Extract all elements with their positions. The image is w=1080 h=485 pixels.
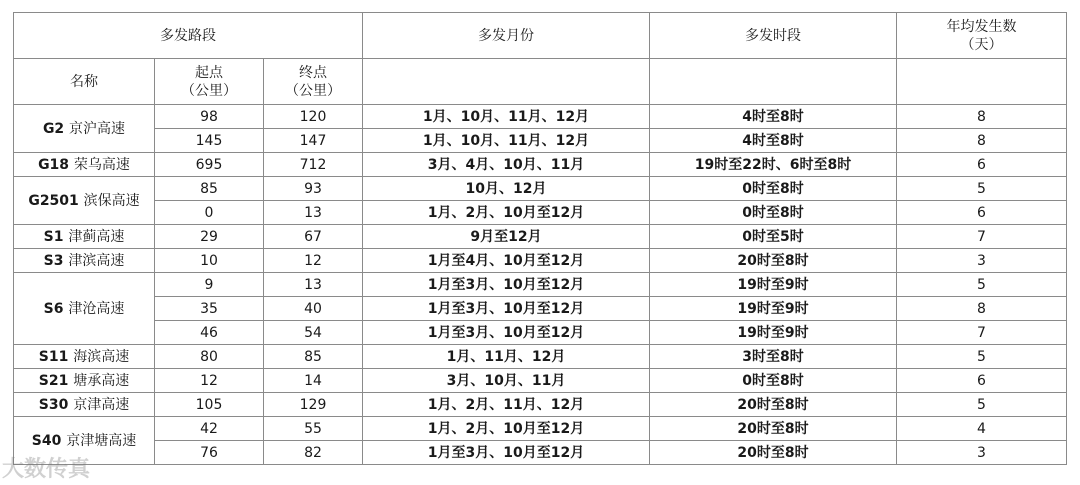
time-cell: 0时至8时 [650, 201, 897, 225]
start-km-cell: 42 [155, 417, 264, 441]
road-name: 荣乌高速 [73, 156, 130, 173]
start-km-cell: 76 [155, 441, 264, 465]
month-cell: 9月至12月 [363, 225, 650, 249]
days-cell: 6 [897, 201, 1067, 225]
days-cell: 5 [897, 273, 1067, 297]
end-km-cell: 147 [264, 129, 363, 153]
start-km-cell: 35 [155, 297, 264, 321]
header-start [155, 59, 264, 105]
road-name-cell [14, 225, 155, 249]
road-name-cell [14, 393, 155, 417]
table-row [14, 369, 1067, 393]
start-km-cell: 46 [155, 321, 264, 345]
time-cell: 19时至9时 [650, 321, 897, 345]
time-cell: 0时至8时 [650, 177, 897, 201]
time-cell: 0时至8时 [650, 369, 897, 393]
month-cell: 1月至3月、10月至12月 [363, 321, 650, 345]
time-cell: 4时至8时 [650, 105, 897, 129]
start-km-cell: 145 [155, 129, 264, 153]
road-name-cell [14, 369, 155, 393]
end-km-cell: 55 [264, 417, 363, 441]
road-name: 塘承高速 [73, 372, 130, 389]
table-row [14, 201, 1067, 225]
header-end-line2: （公里） [285, 82, 341, 99]
days-cell: 6 [897, 153, 1067, 177]
time-cell: 20时至8时 [650, 249, 897, 273]
days-cell: 5 [897, 345, 1067, 369]
start-km-cell: 10 [155, 249, 264, 273]
table-row [14, 153, 1067, 177]
start-km-cell: 12 [155, 369, 264, 393]
road-name-cell [14, 249, 155, 273]
month-cell: 3月、10月、11月 [363, 369, 650, 393]
month-cell: 1月至3月、10月至12月 [363, 441, 650, 465]
table-row [14, 129, 1067, 153]
road-name: 津滨高速 [68, 252, 125, 269]
time-cell: 20时至8时 [650, 441, 897, 465]
road-code: S30 [38, 396, 69, 413]
table-row [14, 345, 1067, 369]
road-code: G18 [38, 156, 70, 173]
month-cell: 1月至3月、10月至12月 [363, 273, 650, 297]
road-name: 津蓟高速 [68, 228, 125, 245]
road-name-cell [14, 105, 155, 153]
end-km-cell: 129 [264, 393, 363, 417]
month-cell: 1月、10月、11月、12月 [363, 129, 650, 153]
end-km-cell: 120 [264, 105, 363, 129]
days-cell: 5 [897, 177, 1067, 201]
road-name: 滨保高速 [83, 192, 140, 209]
table-row [14, 177, 1067, 201]
header-end [264, 59, 363, 105]
end-km-cell: 85 [264, 345, 363, 369]
header-month-blank [363, 59, 650, 105]
end-km-cell: 40 [264, 297, 363, 321]
header-name: 名称 [14, 59, 155, 105]
month-cell: 10月、12月 [363, 177, 650, 201]
start-km-cell: 80 [155, 345, 264, 369]
fog-road-table [13, 12, 1067, 465]
road-name-cell [14, 153, 155, 177]
days-cell: 5 [897, 393, 1067, 417]
time-cell: 20时至8时 [650, 417, 897, 441]
days-cell: 3 [897, 441, 1067, 465]
header-count [897, 13, 1067, 59]
days-cell: 8 [897, 129, 1067, 153]
road-code: S6 [43, 300, 64, 317]
header-end-line1: 终点 [299, 64, 327, 81]
header-time: 多发时段 [650, 13, 897, 59]
road-name: 津沧高速 [68, 300, 125, 317]
table-row [14, 105, 1067, 129]
time-cell: 4时至8时 [650, 129, 897, 153]
table-row [14, 249, 1067, 273]
month-cell: 1月、2月、10月至12月 [363, 417, 650, 441]
header-row-2 [14, 59, 1067, 105]
table-row [14, 225, 1067, 249]
table-row [14, 393, 1067, 417]
header-start-line2: （公里） [181, 82, 237, 99]
end-km-cell: 93 [264, 177, 363, 201]
road-name-cell [14, 177, 155, 225]
start-km-cell: 9 [155, 273, 264, 297]
header-segment: 多发路段 [14, 13, 363, 59]
time-cell: 20时至8时 [650, 393, 897, 417]
header-month: 多发月份 [363, 13, 650, 59]
header-start-line1: 起点 [195, 64, 223, 81]
road-code: G2 [42, 120, 65, 137]
table-row [14, 321, 1067, 345]
time-cell: 19时至9时 [650, 273, 897, 297]
end-km-cell: 67 [264, 225, 363, 249]
header-count-line1: 年均发生数 [946, 18, 1017, 35]
start-km-cell: 29 [155, 225, 264, 249]
header-count-blank [897, 59, 1067, 105]
time-cell: 19时至9时 [650, 297, 897, 321]
table-row [14, 441, 1067, 465]
start-km-cell: 0 [155, 201, 264, 225]
start-km-cell: 105 [155, 393, 264, 417]
road-code: S1 [43, 228, 64, 245]
month-cell: 1月、2月、10月至12月 [363, 201, 650, 225]
road-code: S21 [38, 372, 69, 389]
road-name: 京沪高速 [69, 120, 126, 137]
end-km-cell: 54 [264, 321, 363, 345]
month-cell: 1月至4月、10月至12月 [363, 249, 650, 273]
end-km-cell: 14 [264, 369, 363, 393]
road-code: S40 [31, 432, 62, 449]
start-km-cell: 695 [155, 153, 264, 177]
month-cell: 1月、10月、11月、12月 [363, 105, 650, 129]
days-cell: 7 [897, 321, 1067, 345]
month-cell: 1月至3月、10月至12月 [363, 297, 650, 321]
road-name: 京津塘高速 [66, 432, 137, 449]
days-cell: 8 [897, 297, 1067, 321]
road-name: 京津高速 [73, 396, 130, 413]
header-count-line2: （天） [960, 36, 1003, 53]
days-cell: 8 [897, 105, 1067, 129]
end-km-cell: 712 [264, 153, 363, 177]
end-km-cell: 12 [264, 249, 363, 273]
month-cell: 3月、4月、10月、11月 [363, 153, 650, 177]
end-km-cell: 13 [264, 201, 363, 225]
time-cell: 3时至8时 [650, 345, 897, 369]
road-code: S11 [38, 348, 69, 365]
time-cell: 19时至22时、6时至8时 [650, 153, 897, 177]
road-name-cell [14, 345, 155, 369]
month-cell: 1月、11月、12月 [363, 345, 650, 369]
road-name: 海滨高速 [73, 348, 130, 365]
road-name-cell [14, 273, 155, 345]
days-cell: 3 [897, 249, 1067, 273]
header-time-blank [650, 59, 897, 105]
time-cell: 0时至5时 [650, 225, 897, 249]
start-km-cell: 98 [155, 105, 264, 129]
month-cell: 1月、2月、11月、12月 [363, 393, 650, 417]
end-km-cell: 82 [264, 441, 363, 465]
header-row-1 [14, 13, 1067, 59]
days-cell: 6 [897, 369, 1067, 393]
days-cell: 7 [897, 225, 1067, 249]
table-row [14, 273, 1067, 297]
road-code: S3 [43, 252, 64, 269]
table-row [14, 417, 1067, 441]
start-km-cell: 85 [155, 177, 264, 201]
road-code: G2501 [28, 192, 79, 209]
table-row [14, 297, 1067, 321]
watermark: 大数传真 [2, 457, 91, 482]
days-cell: 4 [897, 417, 1067, 441]
end-km-cell: 13 [264, 273, 363, 297]
